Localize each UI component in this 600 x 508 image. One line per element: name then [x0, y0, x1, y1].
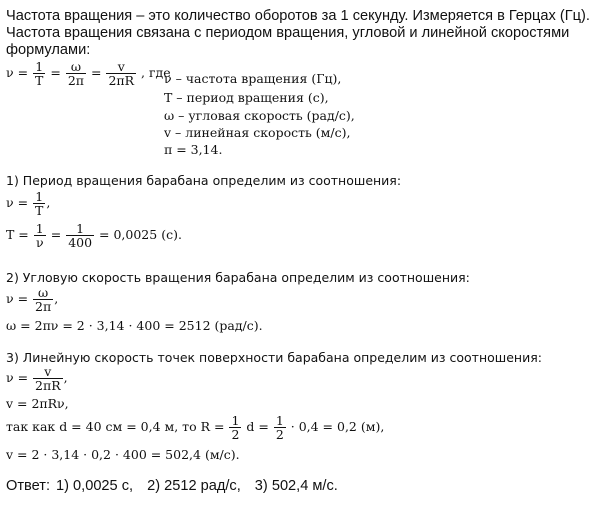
step-2-equation-a: ν = $\frac{\omega}{2\pi}$ , — [6, 285, 59, 314]
intro-line-2: Частота вращения связана с периодом вращения, угловой и линейной скоростями формулами: — [6, 25, 570, 58]
fraction-1-over-T: $\frac{1}{T}$ — [35, 189, 44, 218]
fraction-omega-over-2pi: $\frac{\omega}{2\pi}$ — [67, 59, 84, 88]
fraction-omega-over-2pi: $\frac{\omega}{2\pi}$ — [35, 285, 52, 314]
intro-line-1: Частота вращения – это количество оборотов за 1 секунду. Измеряется в Герцах (Гц). — [6, 8, 590, 24]
answer-line — [6, 478, 352, 494]
period-result: = 0,0025 (с). — [99, 227, 182, 242]
step-1-equation-b: T = $\frac{1}{\nu}$ = $\frac{1}{400}$ = 0,0025 (с). — [6, 221, 182, 250]
fraction-1-over-2: $\frac{1}{2}$ — [275, 413, 284, 442]
step-3-equation-b: v = 2πRν, — [6, 396, 69, 411]
step-1-title: 1) Период вращения барабана определим из соотношения: — [6, 173, 402, 188]
fraction-v-over-2piR: $\frac{v}{2\pi R}$ — [35, 364, 61, 393]
definition-angular-speed: ω – угловая скорость (рад/с), — [164, 108, 355, 123]
step-3-equation-d: v = 2 · 3,14 · 0,2 · 400 = 502,4 (м/с). — [6, 447, 240, 462]
step-2-title: 2) Угловую скорость вращения барабана определим из соотношения: — [6, 270, 470, 285]
fraction-1-over-nu: $\frac{1}{\nu}$ — [35, 221, 44, 250]
fraction-1-over-T: $\frac{1}{T}$ — [35, 59, 44, 88]
definition-linear-speed: v – линейная скорость (м/с), — [164, 125, 351, 140]
answer-angular-speed: 2) 2512 рад/с, — [147, 478, 241, 494]
step-3-equation-a: ν = $\frac{v}{2\pi R}$ , — [6, 364, 68, 393]
where-word: , где — [141, 65, 171, 80]
fraction-1-over-400: $\frac{1}{400}$ — [68, 221, 93, 250]
definition-frequency: ν – частота вращения (Гц), — [164, 71, 342, 86]
step-2-equation-b: ω = 2πν = 2 · 3,14 · 400 = 2512 (рад/с). — [6, 318, 263, 333]
answer-linear-speed: 3) 502,4 м/с. — [254, 478, 338, 494]
step-3-equation-c: так как d = 40 см = 0,4 м, то R = $\frac{1}{2}$ d = $\frac{1}{2}$ · 0,4 = 0,2 (м), — [6, 413, 385, 442]
answer-label: Ответ: — [6, 478, 50, 494]
step-3-title: 3) Линейную скорость точек поверхности барабана определим из соотношения: — [6, 350, 542, 365]
fraction-v-over-2piR: $\frac{v}{2\pi R}$ — [108, 59, 135, 88]
answer-period: 1) 0,0025 с, — [56, 478, 134, 494]
definition-period: T – период вращения (с), — [164, 90, 329, 105]
radius-result: · 0,4 = 0,2 (м), — [290, 419, 385, 434]
fraction-1-over-2: $\frac{1}{2}$ — [231, 413, 240, 442]
step-1-equation-a: ν = $\frac{1}{T}$ , — [6, 189, 51, 218]
main-formula-lhs: ν = — [6, 65, 29, 80]
definition-pi: π = 3,14. — [164, 142, 223, 157]
intro-text — [6, 8, 596, 59]
main-formula: ν = $\frac{1}{T}$ = $\frac{\omega}{2\pi}$ = $\frac{v}{2\pi R}$ , где — [6, 59, 171, 88]
